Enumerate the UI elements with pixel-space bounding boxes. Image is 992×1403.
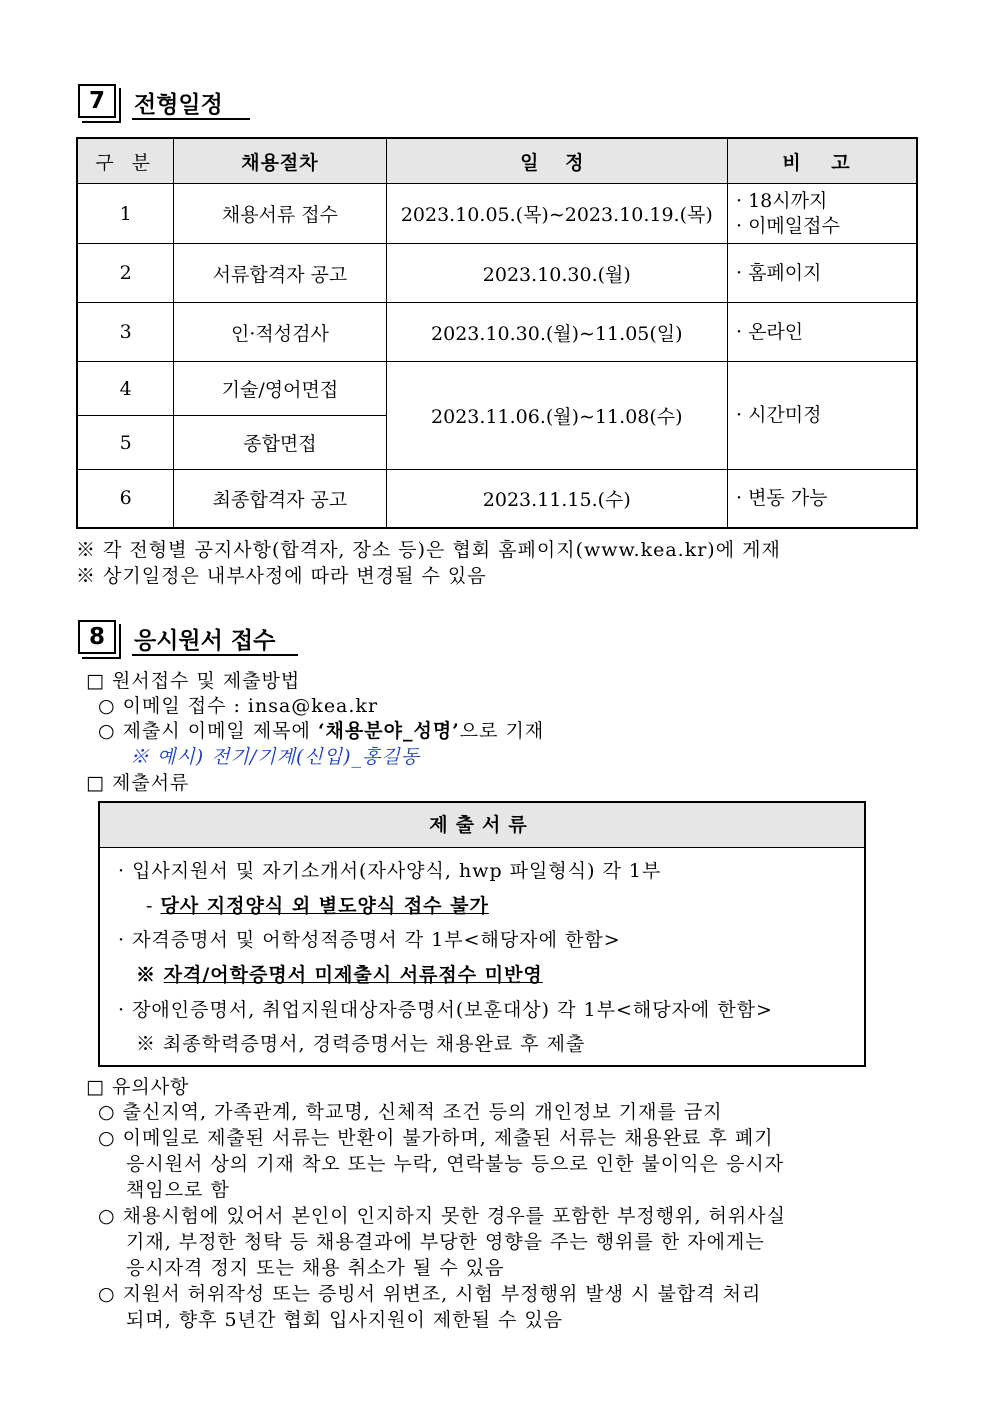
row-step: 인·적성검사 (174, 303, 386, 362)
doc-item: · 자격증명서 및 어학성적증명서 각 1부<해당자에 한함> (118, 929, 621, 951)
section-7-number: 7 (78, 84, 116, 118)
method-subject-prefix: ○ 제출시 이메일 제목에 (98, 720, 318, 742)
header-note: 비 고 (728, 138, 918, 184)
row-note: · 시간미정 (728, 362, 918, 470)
note-line: ○ 이메일로 제출된 서류는 반환이 불가하며, 제출된 서류는 채용완료 후 폐기 (98, 1127, 774, 1149)
row-note-line: · 18시까지 (736, 189, 828, 212)
schedule-header-row (77, 138, 917, 184)
table-row (77, 184, 917, 244)
note-line: 기재, 부정한 청탁 등 채용결과에 부당한 영향을 주는 행위를 한 자에게는 (126, 1231, 765, 1253)
row-date: 2023.10.30.(월)∼11.05(일) (386, 303, 727, 362)
row-no: 3 (77, 303, 174, 362)
doc-item: · 입사지원서 및 자기소개서(자사양식, hwp 파일형식) 각 1부 (118, 860, 662, 882)
notes-heading: □ 유의사항 (86, 1076, 190, 1098)
row-date: 2023.10.05.(목)∼2023.10.19.(목) (386, 184, 727, 244)
note-line: ○ 채용시험에 있어서 본인이 인지하지 못한 경우를 포함한 부정행위, 허위사실 (98, 1205, 786, 1227)
doc-item-sub (136, 960, 543, 987)
section-8-number: 8 (78, 620, 116, 654)
table-row (77, 303, 917, 362)
row-step: 최종합격자 공고 (174, 470, 386, 528)
row-step: 기술/영어면접 (174, 362, 386, 416)
note-line: ○ 지원서 허위작성 또는 증빙서 위변조, 시험 부정행위 발생 시 불합격 처리 (98, 1283, 762, 1305)
row-date: 2023.10.30.(월) (386, 244, 727, 303)
row-no: 6 (77, 470, 174, 528)
method-subject-suffix: 으로 기재 (459, 720, 545, 742)
row-no: 1 (77, 184, 174, 244)
section-8-title-underline (132, 654, 298, 656)
note-line: ○ 출신지역, 가족관계, 학교명, 신체적 조건 등의 개인정보 기재를 금지 (98, 1101, 723, 1123)
docs-heading: □ 제출서류 (86, 772, 190, 794)
row-step: 종합면접 (174, 416, 386, 470)
section-7-title: 전형일정 (134, 92, 223, 118)
row-no: 5 (77, 416, 174, 470)
method-heading: □ 원서접수 및 제출방법 (86, 670, 301, 692)
row-step: 서류합격자 공고 (174, 244, 386, 303)
row-note: · 홈페이지 (728, 244, 918, 303)
row-note: · 온라인 (728, 303, 918, 362)
section-8-title: 응시원서 접수 (134, 628, 276, 654)
doc-item-sub (146, 891, 489, 918)
schedule-table (76, 137, 918, 529)
section-7-title-underline (132, 118, 250, 120)
note-line: 응시원서 상의 기재 착오 또는 누락, 연락불능 등으로 인한 불이익은 응시자 (126, 1153, 785, 1175)
row-step: 채용서류 접수 (174, 184, 386, 244)
note-line: 되며, 향후 5년간 협회 입사지원이 제한될 수 있음 (126, 1309, 564, 1331)
method-email: ○ 이메일 접수 : insa@kea.kr (98, 695, 379, 717)
footnote: ※ 상기일정은 내부사정에 따라 변경될 수 있음 (76, 565, 487, 587)
method-subject-bold: ‘채용분야_성명’ (317, 720, 460, 742)
row-no: 4 (77, 362, 174, 416)
documents-box-title: 제출서류 (100, 803, 864, 848)
doc-item-sub-text: 당사 지정양식 외 별도양식 접수 불가 (160, 895, 489, 917)
row-no: 2 (77, 244, 174, 303)
doc-item: · 장애인증명서, 취업지원대상자증명서(보훈대상) 각 1부<해당자에 한함> (118, 999, 773, 1021)
method-example: ※ 예시) 전기/기계(신입)_홍길동 (130, 746, 421, 768)
doc-item-sub-mark: ※ (136, 964, 164, 986)
table-row (77, 470, 917, 528)
table-row (77, 244, 917, 303)
doc-item-sub-text: 자격/어학증명서 미제출시 서류점수 미반영 (163, 964, 543, 986)
note-line: 책임으로 함 (126, 1179, 230, 1201)
note-line: 응시자격 정지 또는 채용 취소가 될 수 있음 (126, 1257, 505, 1279)
row-date: 2023.11.15.(수) (386, 470, 727, 528)
header-date: 일 정 (386, 138, 727, 184)
doc-item-sub-dash: - (146, 895, 161, 917)
footnote: ※ 각 전형별 공지사항(합격자, 장소 등)은 협회 홈페이지(www.kea.kr)에 게재 (76, 539, 781, 561)
row-note-line: · 이메일접수 (736, 214, 840, 237)
header-no: 구 분 (77, 138, 174, 184)
header-step: 채용절차 (174, 138, 386, 184)
row-note: · 변동 가능 (728, 470, 918, 528)
row-note (728, 184, 918, 244)
method-subject (98, 716, 544, 743)
doc-item-sub: ※ 최종학력증명서, 경력증명서는 채용완료 후 제출 (136, 1033, 586, 1055)
row-date: 2023.11.06.(월)∼11.08(수) (386, 362, 727, 470)
table-row (77, 362, 917, 416)
